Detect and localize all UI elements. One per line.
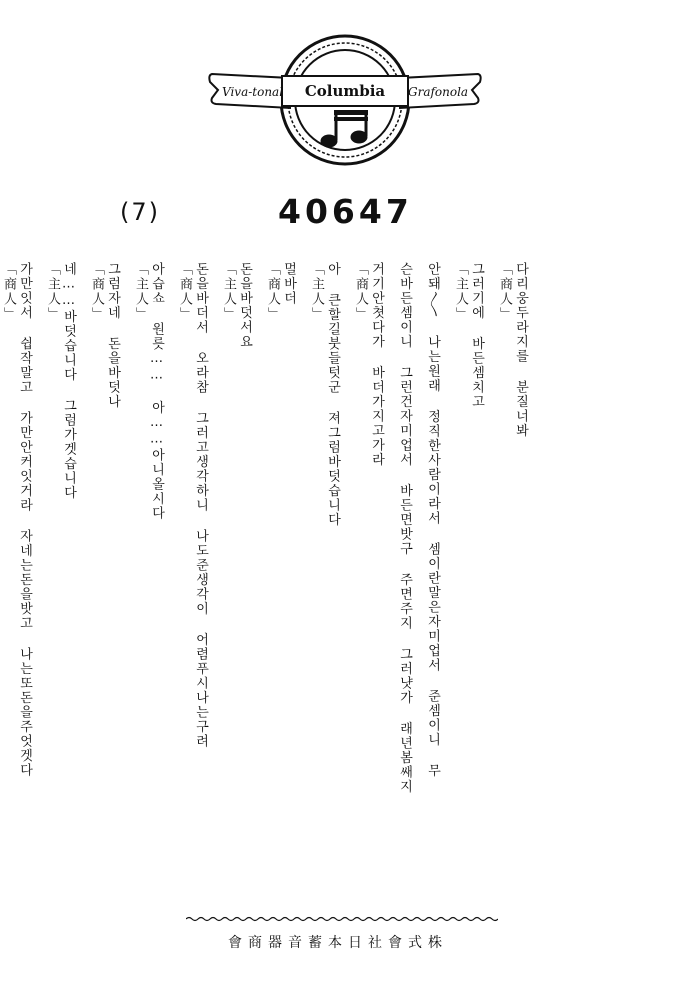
dialogue-text: 그럼자네 돈을바덧나 bbox=[105, 262, 120, 409]
speaker-label: 「商人」 bbox=[497, 262, 512, 322]
dialogue-text: 가만잇서 쉽작말고 가만안커잇거라 자네는돈을밧고 나는또돈을주엇겟다 bbox=[17, 262, 32, 778]
dialogue-line bbox=[192, 262, 236, 912]
dialogue-line bbox=[280, 262, 324, 912]
speaker-label: 「商人」 bbox=[1, 262, 16, 322]
wavy-divider bbox=[186, 916, 498, 922]
speaker-label: 「主人」 bbox=[453, 262, 468, 322]
logo-left-text: Viva-tonal bbox=[222, 85, 284, 99]
dialogue-line bbox=[396, 262, 424, 912]
dialogue-text: 아 큰할길붓들텃군 져그럼바덧습니다 bbox=[325, 262, 340, 527]
dialogue-line bbox=[424, 262, 468, 912]
dialogue-line bbox=[236, 262, 280, 912]
dialogue-text: 네……바덧습니다 그럼가겟습니다 bbox=[61, 262, 76, 500]
logo-brand-text: Columbia bbox=[304, 82, 386, 100]
record-side-label: (7) bbox=[120, 198, 160, 226]
dialogue-text: 아습쇼 원릇…… 아……아니올시다 bbox=[149, 262, 164, 521]
dialogue-text: 안돼〳〵 나는원래 정직한사람이라서 셈이란말은자미업서 준셈이니 무 bbox=[425, 262, 440, 778]
speaker-label: 「主人」 bbox=[309, 262, 324, 322]
speaker-label: 「商人」 bbox=[177, 262, 192, 322]
dialogue-text: 멀바더 bbox=[281, 262, 296, 306]
dialogue-line bbox=[16, 262, 60, 912]
dialogue-line bbox=[512, 262, 540, 912]
dialogue-line bbox=[468, 262, 512, 912]
dialogue-text: 거기안쳣다가 바더가지고가라 bbox=[369, 262, 384, 467]
dialogue-line bbox=[0, 262, 16, 912]
dialogue-text: 돈을바더서 오라참 그러고생각하니 나도준생각이 어렴푸시나는구려 bbox=[193, 262, 208, 749]
speaker-label: 「商人」 bbox=[89, 262, 104, 322]
speaker-label: 「主人」 bbox=[133, 262, 148, 322]
dialogue-text: 그러기에 바든셈치고 bbox=[469, 262, 484, 409]
dialogue-line bbox=[104, 262, 148, 912]
speaker-label: 「主人」 bbox=[221, 262, 236, 322]
speaker-label: 「主人」 bbox=[45, 262, 60, 322]
dialogue-line bbox=[324, 262, 368, 912]
speaker-label: 「商人」 bbox=[265, 262, 280, 322]
publisher-name: 會商器音蓄本日社會式株 bbox=[228, 935, 448, 951]
dialogue-text: 돈을바덧서요 bbox=[237, 262, 252, 349]
record-number: 40647 bbox=[278, 192, 413, 231]
dialogue-line bbox=[148, 262, 192, 912]
dialogue-line bbox=[368, 262, 396, 912]
dialogue-columns bbox=[1, 262, 540, 912]
dialogue-text: 다리웅두라지를 분질너봐 bbox=[513, 262, 528, 438]
columbia-logo bbox=[208, 28, 482, 178]
speaker-label: 「商人」 bbox=[353, 262, 368, 322]
dialogue-line bbox=[60, 262, 104, 912]
dialogue-text: 슨바든셈이니 그런건자미업서 바든면밧구 주면주지 그러냣가 래년봄쌔지 bbox=[397, 262, 412, 794]
logo-right-text: Grafonola bbox=[408, 85, 469, 99]
